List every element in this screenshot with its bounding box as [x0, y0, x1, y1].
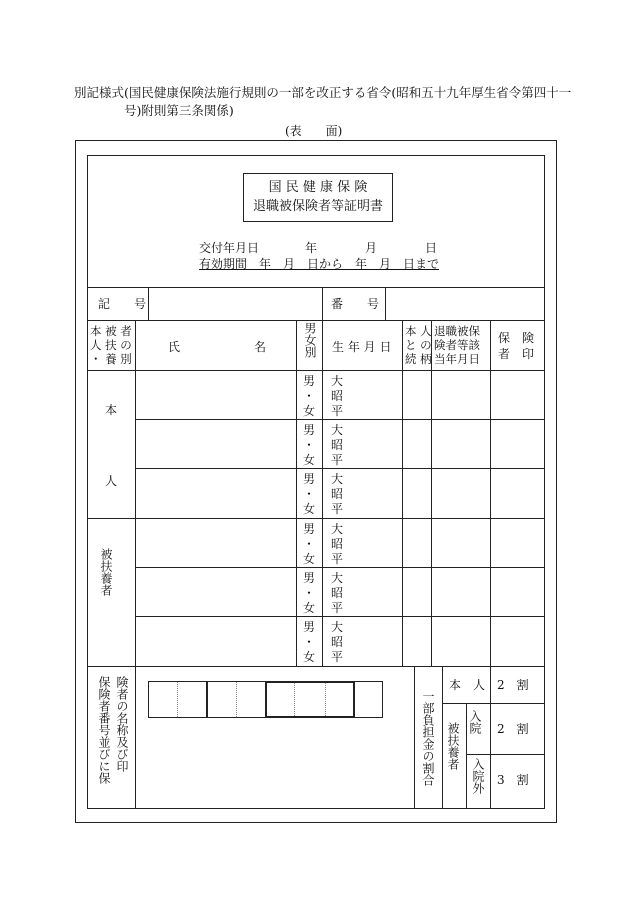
- group-honnin-a: 本: [105, 403, 118, 417]
- grid-line: [87, 287, 545, 288]
- grid-line: [135, 567, 545, 568]
- retire-header-3: 当年月日: [434, 352, 480, 366]
- seal-header-a: 保 険: [498, 331, 535, 345]
- row-era: 大 昭 平: [330, 620, 343, 664]
- outpatient-label: 入院外: [471, 758, 485, 794]
- grid-line: [442, 666, 443, 808]
- title-line2: 退職被保険者等証明書: [252, 199, 383, 214]
- grid-line: [135, 468, 545, 469]
- sex-header: 男女別: [303, 322, 317, 358]
- grid-line: [87, 370, 545, 371]
- grid-line: [135, 320, 136, 666]
- digit-divider: [294, 683, 295, 716]
- grid-line: [148, 287, 149, 320]
- grid-line: [442, 703, 545, 704]
- group-honnin-b: 人: [105, 474, 118, 488]
- inpatient-rate: 2 割: [497, 722, 529, 736]
- retire-header-1: 退職被保: [434, 324, 480, 338]
- row-era: 大 昭 平: [330, 423, 343, 467]
- row-era: 大 昭 平: [330, 522, 343, 566]
- dependent-label: 被扶養者: [446, 722, 460, 770]
- grid-line: [385, 287, 386, 320]
- row-sex: 男 ・ 女: [302, 423, 315, 467]
- self-label: 本 人: [449, 678, 486, 692]
- outpatient-rate: 3 割: [497, 773, 529, 787]
- grid-line: [414, 666, 415, 808]
- validity-period: 有効期間 年 月 日から 年 月 日まで: [199, 257, 440, 271]
- zokugara-header-3: 続 柄: [405, 352, 432, 366]
- insurer-label-col1: 保険者番号並びに保: [97, 676, 111, 784]
- digit-divider: [177, 682, 178, 717]
- retire-header-2: 険者等該: [434, 338, 480, 352]
- burden-label: 一部負担金の割合: [421, 690, 435, 786]
- zokugara-header-1: 本 人: [405, 324, 432, 338]
- grid-line: [490, 666, 491, 808]
- grid-line: [87, 518, 545, 519]
- row-sex: 男 ・ 女: [302, 571, 315, 615]
- issue-day: 日: [425, 241, 438, 255]
- birth-header: 生 年 月 日: [332, 340, 392, 354]
- inpatient-label: 入院: [468, 710, 482, 734]
- digit-divider: [325, 683, 326, 716]
- digit-divider: [236, 682, 237, 717]
- grid-line: [322, 320, 323, 666]
- name-header-b: 名: [254, 340, 267, 354]
- grid-line: [402, 320, 403, 666]
- issue-year: 年: [305, 241, 318, 255]
- row-sex: 男 ・ 女: [302, 472, 315, 516]
- row-era: 大 昭 平: [330, 472, 343, 516]
- grid-line: [135, 616, 545, 617]
- title-line1: 国 民 健 康 保 険: [268, 180, 368, 195]
- digit-divider: [206, 681, 208, 718]
- grid-line: [431, 320, 432, 666]
- relation-header-3: ・ 養 別: [90, 352, 132, 366]
- grid-line: [135, 419, 545, 420]
- row-sex: 男 ・ 女: [302, 620, 315, 664]
- grid-line: [466, 754, 545, 755]
- group-fuyo: 被扶養者: [99, 548, 113, 596]
- insurer-label-col2: 険者の名称及び印: [115, 676, 129, 772]
- seal-header-b: 者 印: [498, 347, 535, 361]
- relation-header-2: 人 扶 の: [90, 338, 132, 352]
- face-side-label: (表 面): [285, 124, 343, 138]
- row-era: 大 昭 平: [330, 374, 343, 418]
- self-rate: 2 割: [497, 678, 529, 692]
- name-header-a: 氏: [168, 340, 181, 354]
- issue-month: 月: [365, 241, 378, 255]
- zokugara-header-2: と の: [405, 338, 432, 352]
- form-header-line2: 号)附則第三条関係): [124, 103, 234, 118]
- number-label: 番 号: [331, 297, 380, 311]
- grid-line: [87, 666, 545, 667]
- relation-header-1: 本 被 者: [90, 324, 132, 338]
- insurer-number-highlight: [265, 681, 355, 718]
- grid-line: [322, 287, 323, 320]
- row-sex: 男 ・ 女: [302, 522, 315, 566]
- grid-line: [296, 320, 297, 666]
- row-sex: 男 ・ 女: [302, 374, 315, 418]
- form-header-line1: 別記様式(国民健康保険法施行規則の一部を改正する省令(昭和五十九年厚生省令第四十一: [74, 85, 572, 100]
- grid-line: [490, 320, 491, 666]
- row-era: 大 昭 平: [330, 571, 343, 615]
- grid-line: [87, 320, 545, 321]
- issue-date-label: 交付年月日: [199, 241, 260, 255]
- symbol-label: 記 号: [98, 297, 147, 311]
- grid-line: [135, 666, 136, 808]
